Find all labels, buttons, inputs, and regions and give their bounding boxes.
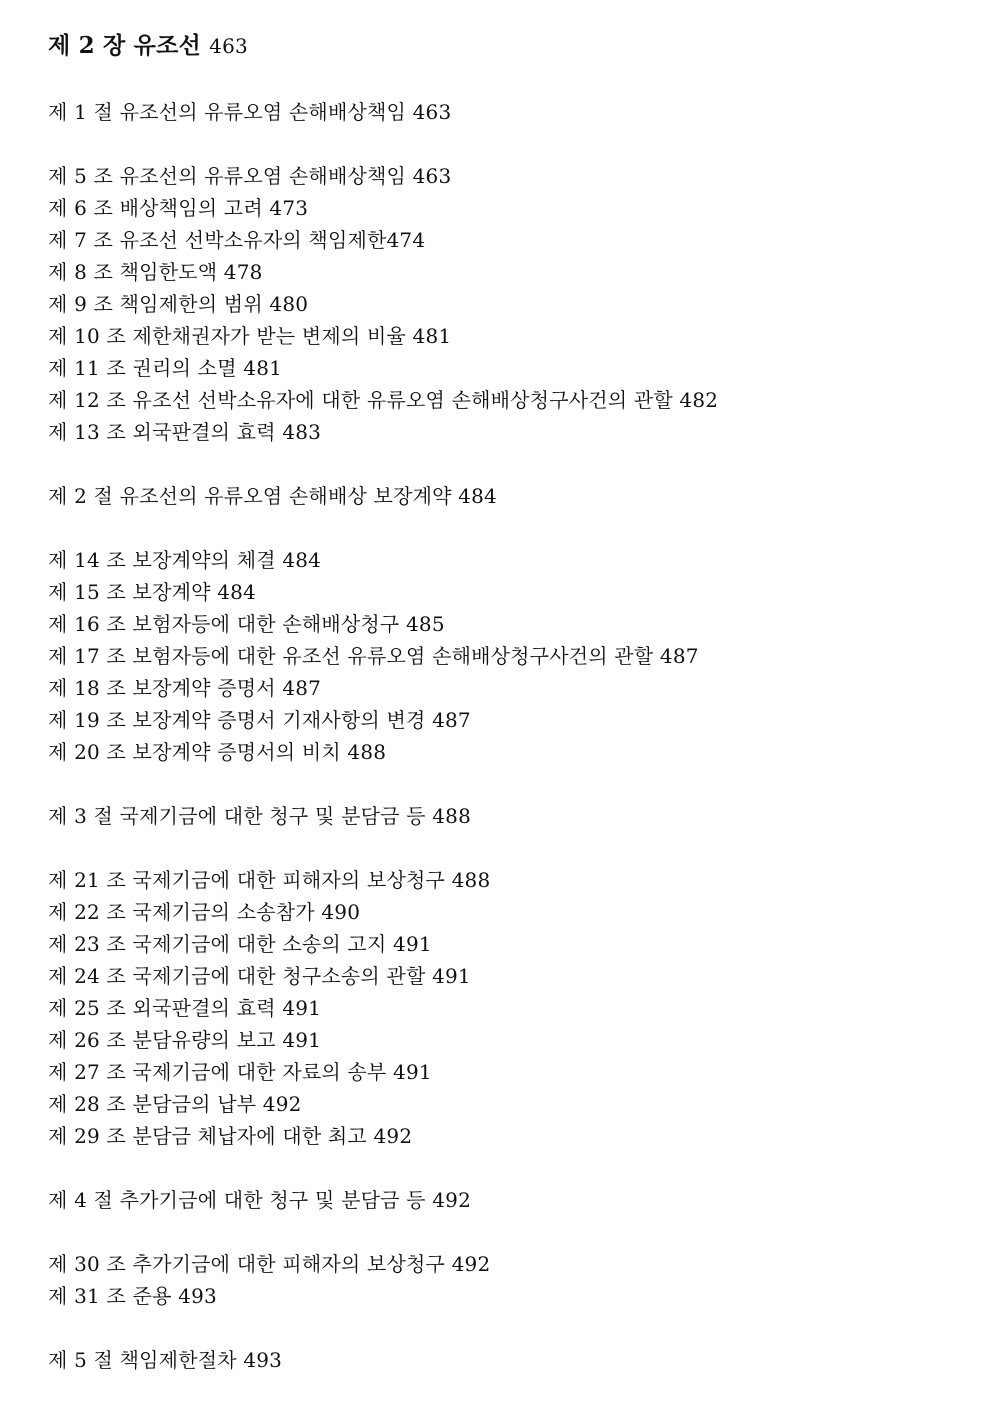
spacer: [48, 512, 952, 544]
section-heading: 제 2 절 유조선의 유류오염 손해배상 보장계약 484: [48, 484, 497, 508]
article-entry: 제 31 조 준용 493: [48, 1284, 217, 1308]
article-entry: 제 20 조 보장계약 증명서의 비치 488: [48, 740, 387, 764]
spacer: [48, 1216, 952, 1248]
section-heading: 제 5 절 책임제한절차 493: [48, 1348, 283, 1372]
spacer: [48, 1312, 952, 1344]
article-entry: 제 30 조 추가기금에 대한 피해자의 보상청구 492: [48, 1252, 491, 1276]
spacer: [48, 832, 952, 864]
chapter-title: 제 2 장 유조선: [48, 32, 201, 59]
spacer: [48, 128, 952, 160]
article-entry: 제 17 조 보험자등에 대한 유조선 유류오염 손해배상청구사건의 관할 487: [48, 644, 699, 668]
article-entry: 제 22 조 국제기금의 소송참가 490: [48, 900, 361, 924]
article-entry: 제 5 조 유조선의 유류오염 손해배상책임 463: [48, 164, 452, 188]
article-entry: 제 15 조 보장계약 484: [48, 580, 256, 604]
chapter-page-number: 463: [209, 34, 248, 58]
chapter-heading: [48, 28, 952, 64]
article-entry: 제 29 조 분담금 체납자에 대한 최고 492: [48, 1124, 413, 1148]
article-entry: 제 14 조 보장계약의 체결 484: [48, 548, 322, 572]
article-entry: 제 8 조 책임한도액 478: [48, 260, 263, 284]
spacer: [48, 1152, 952, 1184]
article-entry: 제 24 조 국제기금에 대한 청구소송의 관할 491: [48, 964, 471, 988]
article-entry: 제 13 조 외국판결의 효력 483: [48, 420, 322, 444]
section-heading: 제 1 절 유조선의 유류오염 손해배상책임 463: [48, 100, 452, 124]
article-entry: 제 10 조 제한채권자가 받는 변제의 비율 481: [48, 324, 452, 348]
article-entry: 제 21 조 국제기금에 대한 피해자의 보상청구 488: [48, 868, 491, 892]
table-of-contents: [48, 28, 952, 1376]
article-entry: 제 26 조 분담유량의 보고 491: [48, 1028, 322, 1052]
section-heading: 제 3 절 국제기금에 대한 청구 및 분담금 등 488: [48, 804, 472, 828]
article-entry: 제 16 조 보험자등에 대한 손해배상청구 485: [48, 612, 445, 636]
article-entry: 제 9 조 책임제한의 범위 480: [48, 292, 309, 316]
article-entry: 제 27 조 국제기금에 대한 자료의 송부 491: [48, 1060, 432, 1084]
article-entry: 제 19 조 보장계약 증명서 기재사항의 변경 487: [48, 708, 471, 732]
spacer: [48, 768, 952, 800]
spacer: [48, 448, 952, 480]
article-entry: 제 6 조 배상책임의 고려 473: [48, 196, 309, 220]
article-entry: 제 28 조 분담금의 납부 492: [48, 1092, 302, 1116]
article-entry: 제 12 조 유조선 선박소유자에 대한 유류오염 손해배상청구사건의 관할 482: [48, 388, 719, 412]
article-entry: 제 11 조 권리의 소멸 481: [48, 356, 283, 380]
article-entry: 제 25 조 외국판결의 효력 491: [48, 996, 322, 1020]
article-entry: 제 7 조 유조선 선박소유자의 책임제한474: [48, 228, 426, 252]
spacer: [48, 64, 952, 96]
section-heading: 제 4 절 추가기금에 대한 청구 및 분담금 등 492: [48, 1188, 472, 1212]
article-entry: 제 23 조 국제기금에 대한 소송의 고지 491: [48, 932, 432, 956]
article-entry: 제 18 조 보장계약 증명서 487: [48, 676, 322, 700]
